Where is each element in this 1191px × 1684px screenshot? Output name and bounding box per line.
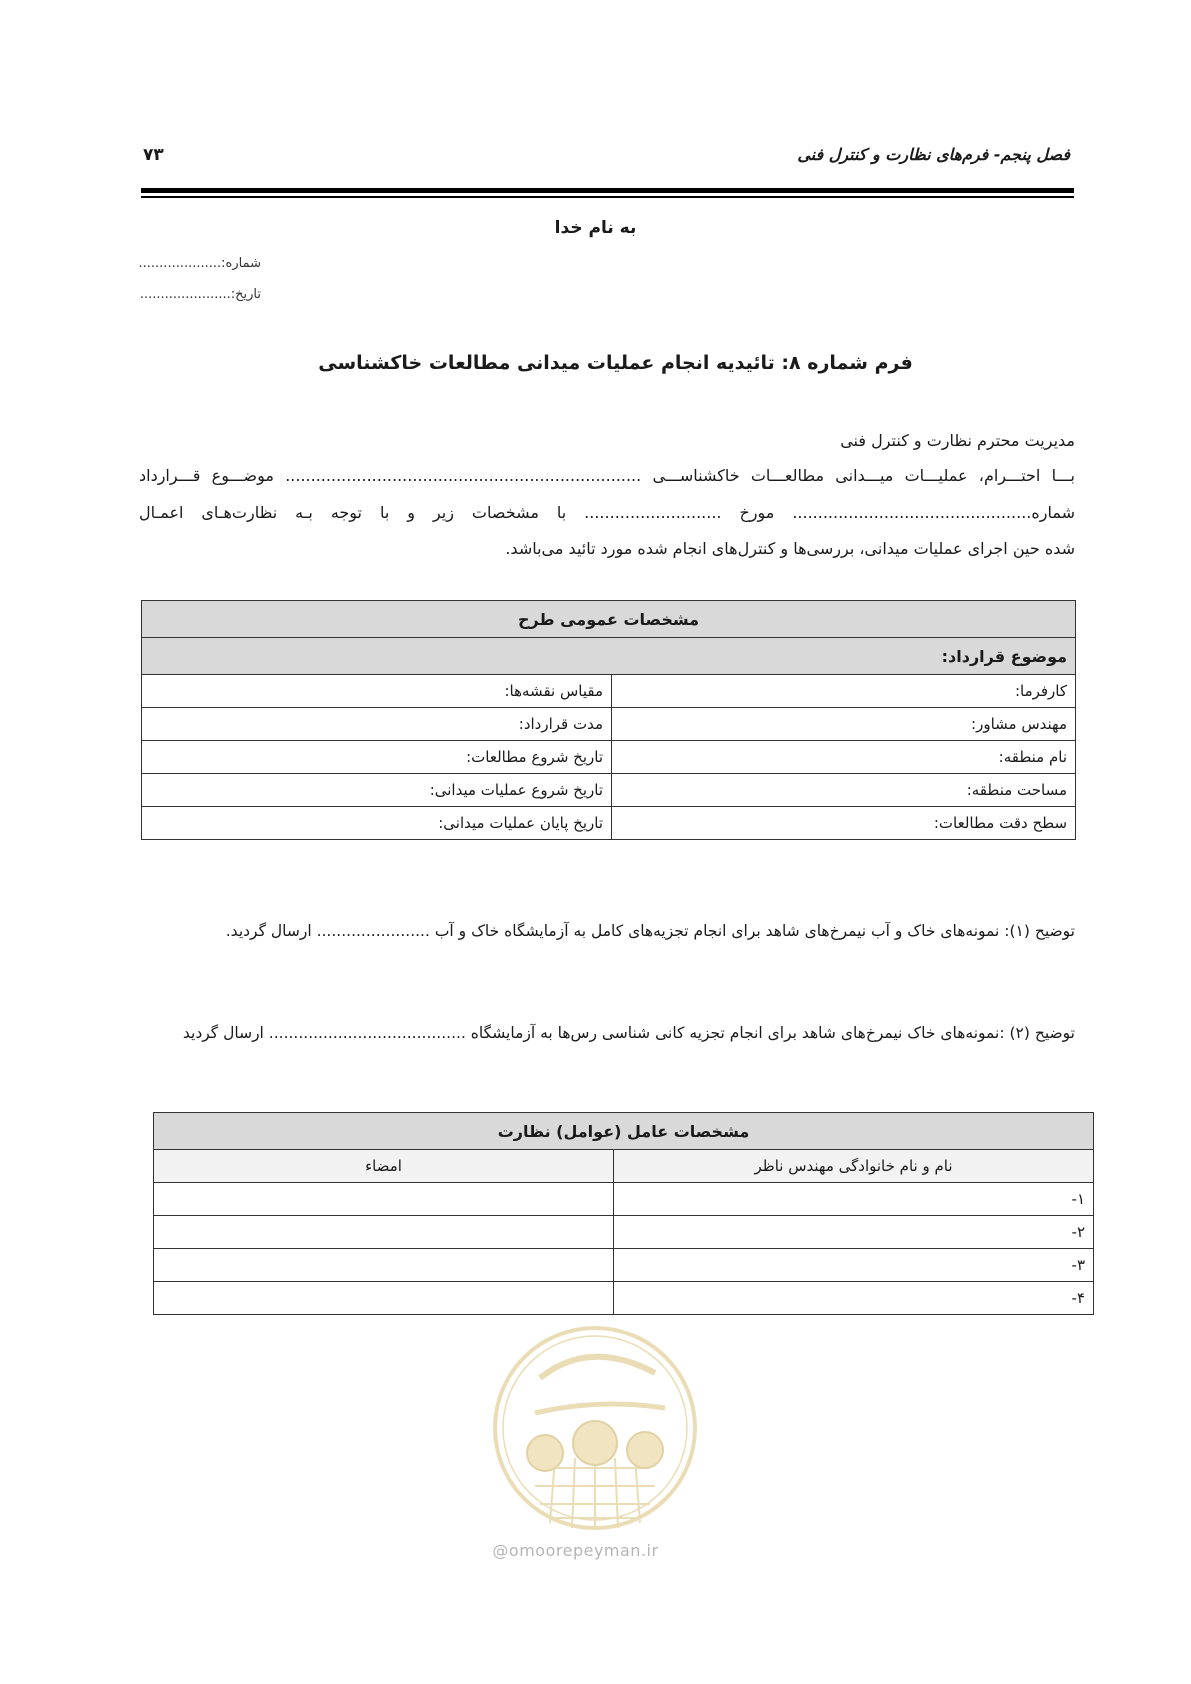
table-row [154, 1282, 1094, 1315]
table-row [154, 1249, 1094, 1282]
map-scale-label: مقیاس نقشه‌ها: [142, 675, 612, 708]
header-rule [141, 188, 1074, 193]
supervisor-table-title: مشخصات عامل (عوامل) نظارت [154, 1113, 1094, 1150]
bismillah-heading: به نام خدا [554, 218, 637, 238]
employer-label: کارفرما: [612, 675, 1076, 708]
letter-line-3: شماره............................................... مورخ ........................... با مشخصات زیر و با توجه بـه نظارت‌هـای اعمـال [139, 503, 1075, 522]
note-2: توضیح (۲) :نمونه‌های خاک نیمرخ‌های شاهد برای انجام تجزیه کانی شناسی رس‌ها به آزمایشگاه ........................................ ارسال گردید [182, 1024, 1075, 1042]
general-spec-title: مشخصات عمومی طرح [142, 601, 1076, 638]
table-row [142, 708, 1076, 741]
watermark-url: @omoorepeyman.ir [492, 1541, 659, 1560]
signature-cell [154, 1216, 614, 1249]
table-row [142, 741, 1076, 774]
signature-header: امضاء [154, 1150, 614, 1183]
letter-recipient: مدیریت محترم نظارت و کنترل فنی [840, 431, 1075, 450]
supervisor-row-number: ۴- [614, 1282, 1094, 1315]
signature-cell [154, 1282, 614, 1315]
supervisor-row-number: ۱- [614, 1183, 1094, 1216]
supervisor-table [153, 1112, 1094, 1315]
table-row [142, 774, 1076, 807]
supervisor-name-header: نام و نام خانوادگی مهندس ناظر [614, 1150, 1094, 1183]
note-1: توضیح (۱): نمونه‌های خاک و آب نیمرخ‌های شاهد برای انجام تجزیه‌های کامل به آزمایشگاه خاک و آب ....................... ارسال گردید. [225, 922, 1075, 940]
general-spec-table [141, 600, 1076, 840]
letter-line-4: شده حین اجرای عملیات میدانی، بررسی‌ها و کنترل‌های انجام شده مورد تائید می‌باشد. [505, 539, 1075, 558]
signature-cell [154, 1183, 614, 1216]
contract-duration-label: مدت قرارداد: [142, 708, 612, 741]
study-start-label: تاریخ شروع مطالعات: [142, 741, 612, 774]
header-rule-thin [141, 196, 1074, 198]
consultant-label: مهندس مشاور: [612, 708, 1076, 741]
table-row [154, 1183, 1094, 1216]
letter-line-2: بـــا احتـــرام، عملیـــات میـــدانی مطالعـــات خاکشناســـی ...................................................................... موضـــوع قـــرارداد [139, 466, 1075, 485]
number-field: شماره:.................... [138, 256, 261, 271]
signature-cell [154, 1249, 614, 1282]
region-name-label: نام منطقه: [612, 741, 1076, 774]
table-row [142, 807, 1076, 840]
chapter-title: فصل پنجم- فرم‌های نظارت و کنترل فنی [797, 145, 1070, 164]
page-number: ۷۳ [143, 145, 164, 165]
supervisor-row-number: ۳- [614, 1249, 1094, 1282]
table-row [154, 1216, 1094, 1249]
supervisor-row-number: ۲- [614, 1216, 1094, 1249]
form-title: فرم شماره ۸: تائیدیه انجام عملیات میدانی مطالعات خاکشناسی [318, 352, 913, 374]
contract-subject-label: موضوع قرارداد: [142, 638, 1076, 675]
accuracy-level-label: سطح دقت مطالعات: [612, 807, 1076, 840]
table-row [142, 675, 1076, 708]
field-end-label: تاریخ پایان عملیات میدانی: [142, 807, 612, 840]
region-area-label: مساحت منطقه: [612, 774, 1076, 807]
date-field: تاریخ:...................... [139, 287, 261, 302]
field-start-label: تاریخ شروع عملیات میدانی: [142, 774, 612, 807]
